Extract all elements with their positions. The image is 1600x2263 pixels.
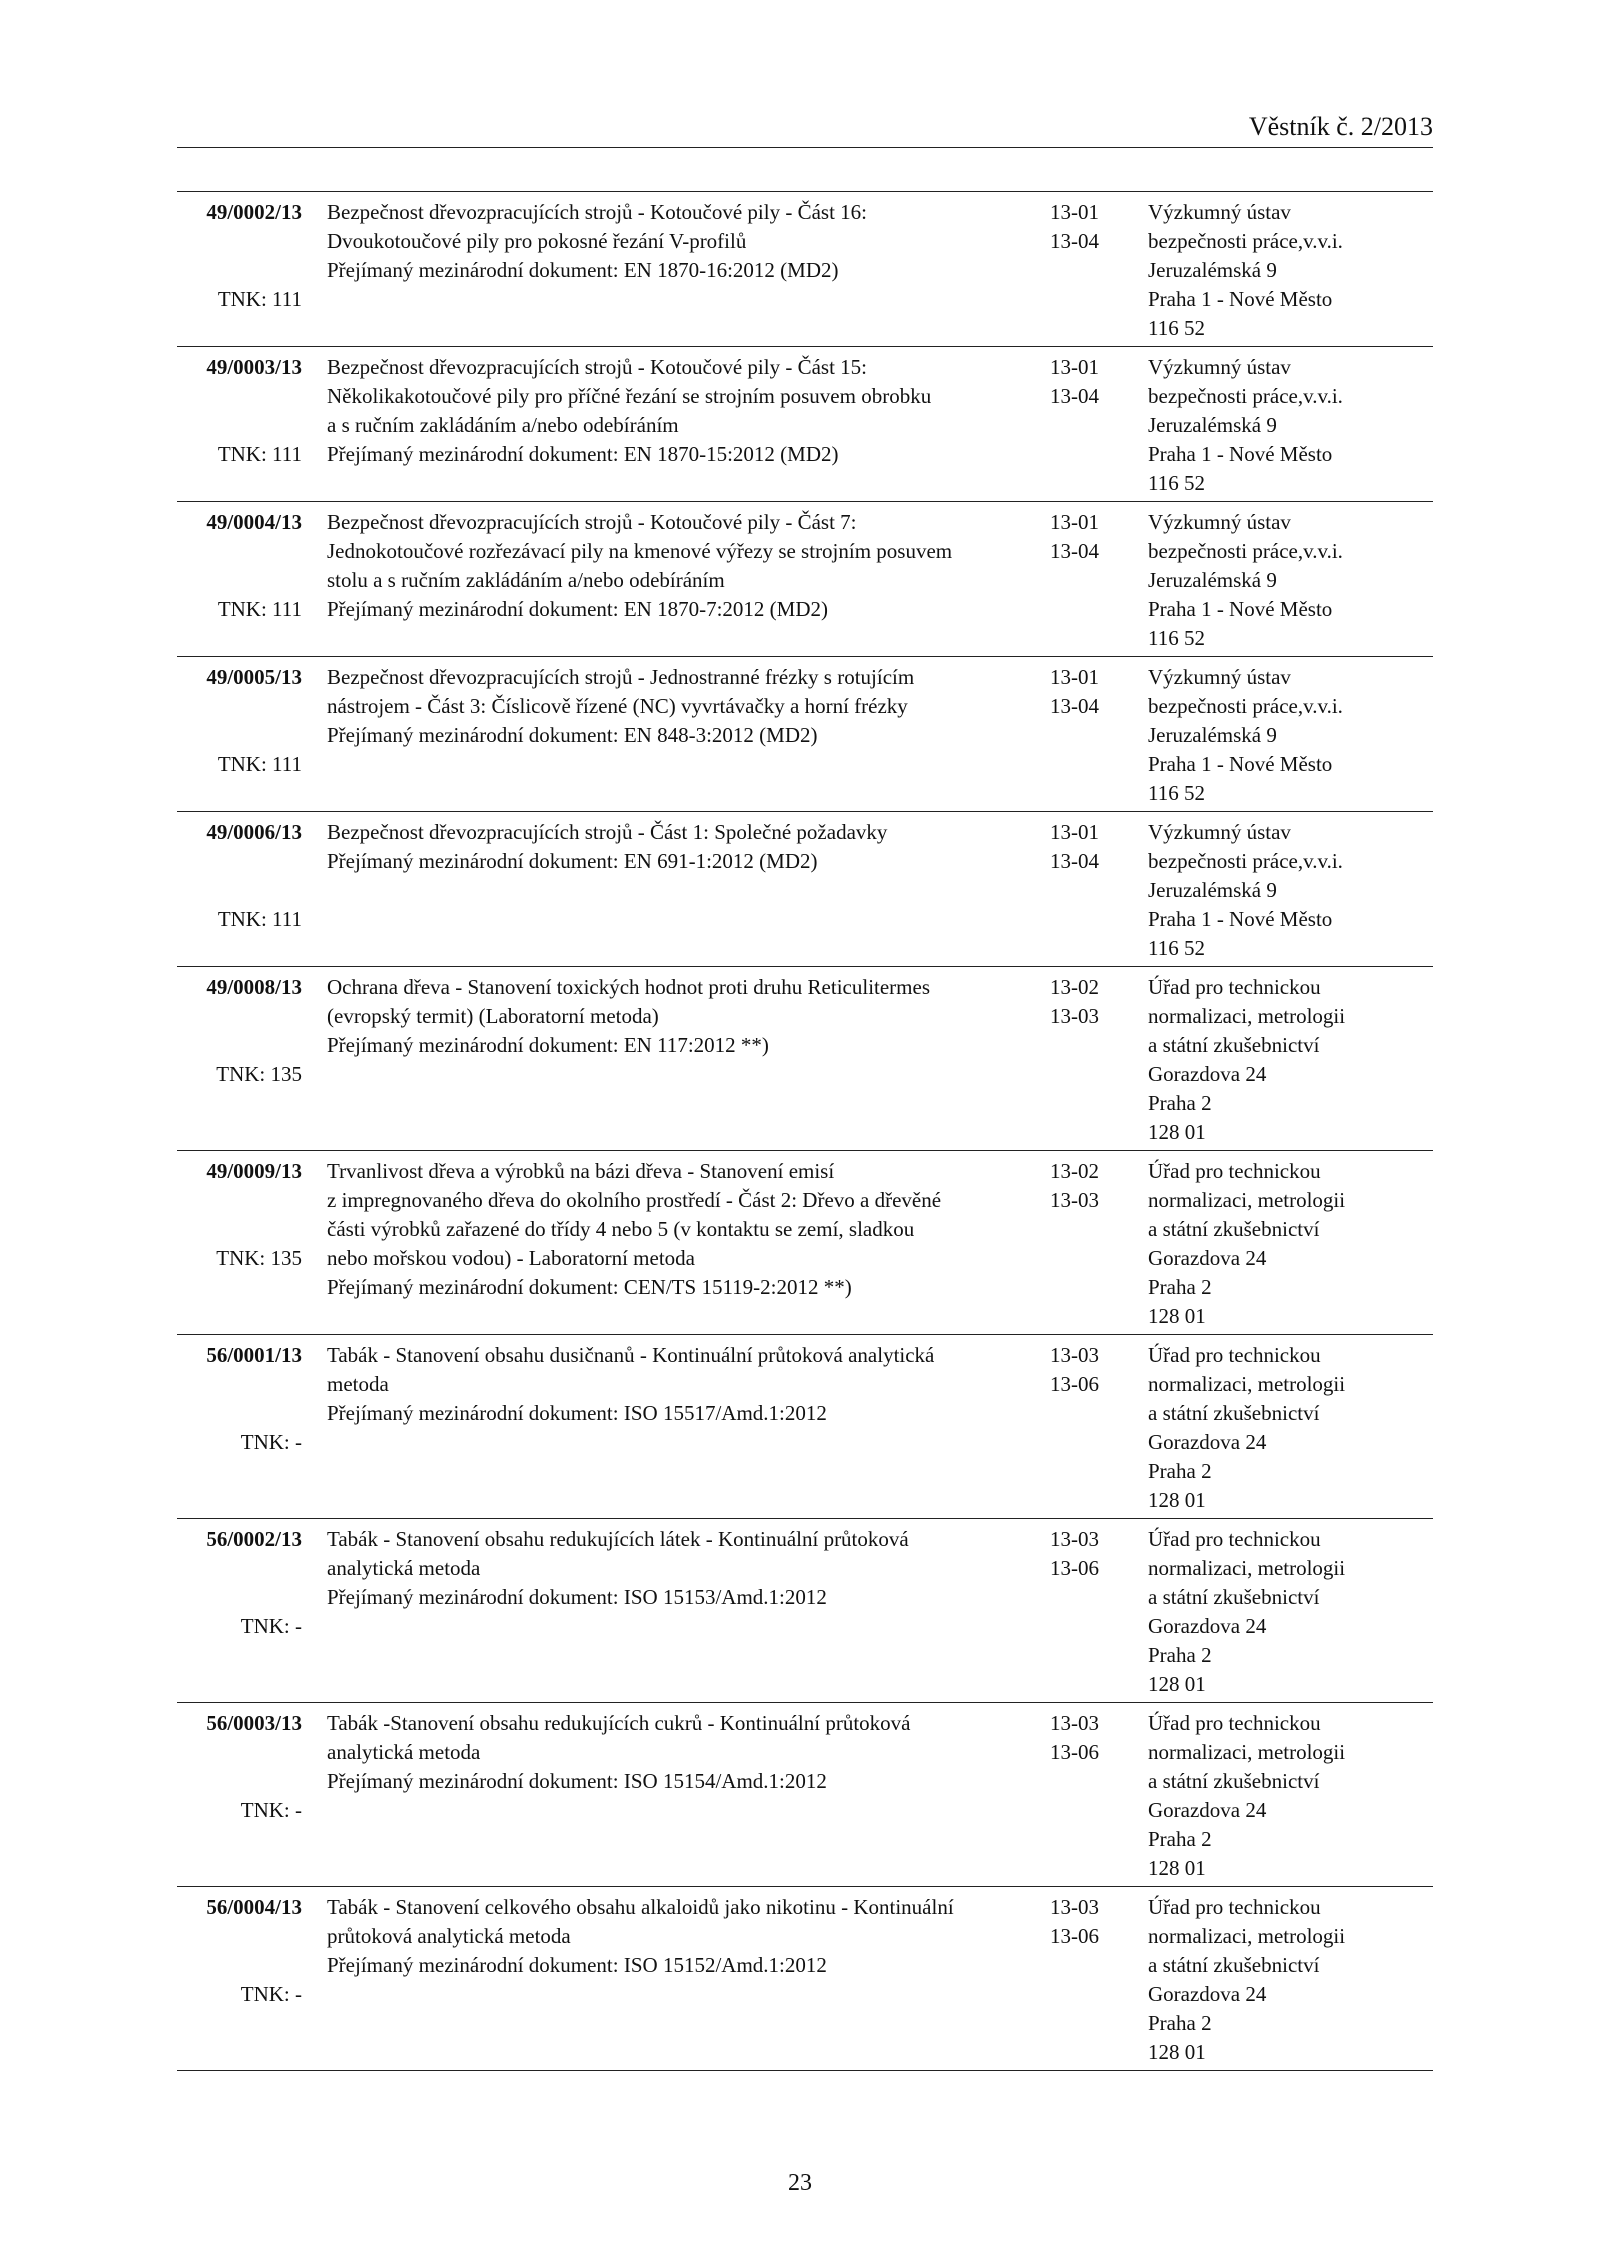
tnk-label: TNK: 135 <box>216 1062 302 1086</box>
entry-id-cell <box>177 198 306 343</box>
entry-codes-line: 13-06 <box>1050 1924 1099 1948</box>
entry-title-line: Přejímaný mezinárodní dokument: ISO 15517/Amd.1:2012 <box>327 1401 827 1425</box>
entry-address-line: Výzkumný ústav <box>1148 820 1291 844</box>
tnk-label: TNK: 111 <box>217 442 302 466</box>
entry-address-line: a státní zkušebnictví <box>1148 1217 1320 1241</box>
entry-codes <box>1020 1157 1134 1331</box>
entry-address-line: Praha 2 <box>1148 1827 1212 1851</box>
entry-address-line: Praha 1 - Nové Město <box>1148 597 1333 621</box>
header-rule <box>177 147 1433 148</box>
entry-codes-line: 13-03 <box>1050 1895 1099 1919</box>
entry-title-line: Přejímaný mezinárodní dokument: EN 691-1:2012 (MD2) <box>327 849 818 873</box>
entry-address-line: Gorazdova 24 <box>1148 1062 1267 1086</box>
entry-address-line: 116 52 <box>1148 471 1205 495</box>
entry-address-line: Úřad pro technickou <box>1148 1343 1321 1367</box>
entry-address-line: Gorazdova 24 <box>1148 1614 1267 1638</box>
entry-address <box>1134 1893 1433 2067</box>
entry-address-line: Jeruzalémská 9 <box>1148 413 1277 437</box>
standard-entry <box>177 191 1433 346</box>
entry-codes-line: 13-03 <box>1050 1711 1099 1735</box>
entry-title-line: průtoková analytická metoda <box>327 1924 571 1948</box>
entry-title <box>306 1341 1020 1515</box>
entry-address <box>1134 973 1433 1147</box>
entry-title-line: a s ručním zakládáním a/nebo odebíráním <box>327 413 679 437</box>
entry-title-line: Přejímaný mezinárodní dokument: EN 848-3:2012 (MD2) <box>327 723 818 747</box>
entry-codes-line: 13-04 <box>1050 539 1099 563</box>
entry-title-line: Ochrana dřeva - Stanovení toxických hodnot proti druhu Reticulitermes <box>327 975 931 999</box>
entry-title-line: Tabák - Stanovení obsahu redukujících látek - Kontinuální průtoková <box>327 1527 909 1551</box>
entry-title-line: Přejímaný mezinárodní dokument: EN 117:2012 **) <box>327 1033 769 1057</box>
entry-address-line: Výzkumný ústav <box>1148 200 1291 224</box>
entry-title-line: Přejímaný mezinárodní dokument: EN 1870-7:2012 (MD2) <box>327 597 828 621</box>
entry-title-line: Několikakotoučové pily pro příčné řezání se strojním posuvem obrobku <box>327 384 932 408</box>
entry-address <box>1134 198 1433 343</box>
entry-title-line: z impregnovaného dřeva do okolního prostředí - Část 2: Dřevo a dřevěné <box>327 1188 942 1212</box>
entry-title <box>306 1893 1020 2067</box>
entry-address <box>1134 1157 1433 1331</box>
entry-codes-line: 13-06 <box>1050 1556 1099 1580</box>
entry-codes <box>1020 1525 1134 1699</box>
entry-codes-line: 13-04 <box>1050 229 1099 253</box>
entry-address-line: 128 01 <box>1148 1120 1206 1144</box>
entry-address <box>1134 1341 1433 1515</box>
standard-entry <box>177 501 1433 656</box>
entry-title-line: Bezpečnost dřevozpracujících strojů - Část 1: Společné požadavky <box>327 820 888 844</box>
entry-title-line: analytická metoda <box>327 1740 481 1764</box>
entry-address <box>1134 353 1433 498</box>
entry-codes <box>1020 973 1134 1147</box>
entry-title <box>306 818 1020 963</box>
entry-number: 49/0008/13 <box>206 975 302 999</box>
tnk-label: TNK: 111 <box>217 287 302 311</box>
entry-address-line: Úřad pro technickou <box>1148 1711 1321 1735</box>
entry-address-line: Úřad pro technickou <box>1148 1159 1321 1183</box>
entry-title <box>306 353 1020 498</box>
entry-id-cell <box>177 1709 306 1883</box>
entry-codes-line: 13-03 <box>1050 1343 1099 1367</box>
entry-title-line: nástrojem - Část 3: Číslicově řízené (NC) vyvrtávačky a horní frézky <box>327 694 908 718</box>
entry-codes <box>1020 1893 1134 2067</box>
entry-codes-line: 13-03 <box>1050 1004 1099 1028</box>
entry-codes-line: 13-03 <box>1050 1188 1099 1212</box>
entry-address-line: normalizaci, metrologii <box>1148 1004 1346 1028</box>
page-header-title: Věstník č. 2/2013 <box>1248 112 1433 141</box>
entry-codes <box>1020 508 1134 653</box>
entry-address-line: Praha 2 <box>1148 1275 1212 1299</box>
entry-number: 49/0005/13 <box>206 665 302 689</box>
entry-address-line: a státní zkušebnictví <box>1148 1585 1320 1609</box>
entry-title <box>306 508 1020 653</box>
entry-address-line: a státní zkušebnictví <box>1148 1769 1320 1793</box>
entry-address-line: Praha 2 <box>1148 1091 1212 1115</box>
tnk-label: TNK: 111 <box>217 752 302 776</box>
entry-address-line: Praha 1 - Nové Město <box>1148 907 1333 931</box>
entry-number: 49/0006/13 <box>206 820 302 844</box>
entry-address-line: bezpečnosti práce,v.v.i. <box>1148 384 1343 408</box>
entry-address-line: 128 01 <box>1148 1856 1206 1880</box>
entry-address-line: 116 52 <box>1148 781 1205 805</box>
entry-codes <box>1020 1341 1134 1515</box>
entry-title-line: Dvoukotoučové pily pro pokosné řezání V-profilů <box>327 229 747 253</box>
entry-title <box>306 973 1020 1147</box>
entry-address <box>1134 663 1433 808</box>
entry-address <box>1134 818 1433 963</box>
entry-title-line: stolu a s ručním zakládáním a/nebo odebíráním <box>327 568 725 592</box>
entry-title <box>306 663 1020 808</box>
entry-address-line: bezpečnosti práce,v.v.i. <box>1148 539 1343 563</box>
entry-title-line: Trvanlivost dřeva a výrobků na bázi dřeva - Stanovení emisí <box>327 1159 835 1183</box>
entry-number: 56/0001/13 <box>206 1343 302 1367</box>
entry-title-line: nebo mořskou vodou) - Laboratorní metoda <box>327 1246 695 1270</box>
standards-list <box>177 191 1433 2071</box>
entry-codes-line: 13-01 <box>1050 510 1099 534</box>
page-number: 23 <box>788 2170 812 2196</box>
entry-address-line: Gorazdova 24 <box>1148 1982 1267 2006</box>
standard-entry <box>177 656 1433 811</box>
entry-address-line: normalizaci, metrologii <box>1148 1740 1346 1764</box>
entry-address-line: normalizaci, metrologii <box>1148 1556 1346 1580</box>
tnk-label: TNK: 111 <box>217 597 302 621</box>
entry-id-cell <box>177 1157 306 1331</box>
entry-codes <box>1020 353 1134 498</box>
entry-title-line: (evropský termit) (Laboratorní metoda) <box>327 1004 659 1028</box>
entry-number: 49/0009/13 <box>206 1159 302 1183</box>
tnk-label: TNK: - <box>240 1982 302 2006</box>
entry-codes-line: 13-01 <box>1050 200 1099 224</box>
entry-codes-line: 13-01 <box>1050 665 1099 689</box>
entry-id-cell <box>177 1893 306 2067</box>
entry-address <box>1134 508 1433 653</box>
tnk-label: TNK: 111 <box>217 907 302 931</box>
entry-codes-line: 13-06 <box>1050 1372 1099 1396</box>
entry-title <box>306 1525 1020 1699</box>
entry-title-line: Přejímaný mezinárodní dokument: EN 1870-16:2012 (MD2) <box>327 258 839 282</box>
entry-address-line: 128 01 <box>1148 1672 1206 1696</box>
entry-address-line: Jeruzalémská 9 <box>1148 723 1277 747</box>
entry-address-line: 128 01 <box>1148 2040 1206 2064</box>
entry-address-line: Praha 2 <box>1148 2011 1212 2035</box>
entry-title-line: Jednokotoučové rozřezávací pily na kmenové výřezy se strojním posuvem <box>327 539 953 563</box>
entry-title-line: analytická metoda <box>327 1556 481 1580</box>
entry-title-line: Tabák - Stanovení obsahu dusičnanů - Kontinuální průtoková analytická <box>327 1343 935 1367</box>
entry-id-cell <box>177 353 306 498</box>
entry-codes <box>1020 818 1134 963</box>
entry-title-line: Bezpečnost dřevozpracujících strojů - Kotoučové pily - Část 7: <box>327 510 857 534</box>
standard-entry <box>177 811 1433 966</box>
entry-address-line: Úřad pro technickou <box>1148 1527 1321 1551</box>
entry-address-line: 128 01 <box>1148 1488 1206 1512</box>
entry-number: 49/0003/13 <box>206 355 302 379</box>
entry-address-line: Výzkumný ústav <box>1148 355 1291 379</box>
entry-address-line: 116 52 <box>1148 936 1205 960</box>
tnk-label: TNK: 135 <box>216 1246 302 1270</box>
standard-entry <box>177 1334 1433 1518</box>
entry-address-line: Úřad pro technickou <box>1148 975 1321 999</box>
entry-number: 56/0002/13 <box>206 1527 302 1551</box>
entry-title <box>306 1157 1020 1331</box>
entry-id-cell <box>177 973 306 1147</box>
entry-number: 49/0004/13 <box>206 510 302 534</box>
entry-address <box>1134 1709 1433 1883</box>
entry-address-line: Jeruzalémská 9 <box>1148 878 1277 902</box>
entry-id-cell <box>177 1525 306 1699</box>
entry-number: 49/0002/13 <box>206 200 302 224</box>
tnk-label: TNK: - <box>240 1430 302 1454</box>
entry-id-cell <box>177 818 306 963</box>
entry-address-line: 128 01 <box>1148 1304 1206 1328</box>
standard-entry <box>177 346 1433 501</box>
tnk-label: TNK: - <box>240 1614 302 1638</box>
entry-address-line: a státní zkušebnictví <box>1148 1401 1320 1425</box>
entry-codes <box>1020 1709 1134 1883</box>
entry-codes-line: 13-01 <box>1050 820 1099 844</box>
entry-address-line: bezpečnosti práce,v.v.i. <box>1148 694 1343 718</box>
entry-title-line: části výrobků zařazené do třídy 4 nebo 5 (v kontaktu se zemí, sladkou <box>327 1217 915 1241</box>
entry-title-line: Přejímaný mezinárodní dokument: ISO 15154/Amd.1:2012 <box>327 1769 827 1793</box>
entry-title-line: Tabák -Stanovení obsahu redukujících cukrů - Kontinuální průtoková <box>327 1711 911 1735</box>
entry-address-line: a státní zkušebnictví <box>1148 1953 1320 1977</box>
entry-address-line: Jeruzalémská 9 <box>1148 258 1277 282</box>
entry-codes <box>1020 663 1134 808</box>
entry-codes <box>1020 198 1134 343</box>
entry-number: 56/0004/13 <box>206 1895 302 1919</box>
entry-address-line: bezpečnosti práce,v.v.i. <box>1148 229 1343 253</box>
entry-title-line: Přejímaný mezinárodní dokument: ISO 15152/Amd.1:2012 <box>327 1953 827 1977</box>
standard-entry <box>177 966 1433 1150</box>
entry-address-line: Praha 1 - Nové Město <box>1148 442 1333 466</box>
entry-address-line: Gorazdova 24 <box>1148 1246 1267 1270</box>
entry-codes-line: 13-01 <box>1050 355 1099 379</box>
standard-entry <box>177 1886 1433 2071</box>
entry-title <box>306 1709 1020 1883</box>
entry-title <box>306 198 1020 343</box>
entry-address-line: normalizaci, metrologii <box>1148 1372 1346 1396</box>
entry-address-line: Gorazdova 24 <box>1148 1430 1267 1454</box>
standard-entry <box>177 1150 1433 1334</box>
entry-address <box>1134 1525 1433 1699</box>
entry-address-line: normalizaci, metrologii <box>1148 1188 1346 1212</box>
entry-codes-line: 13-04 <box>1050 384 1099 408</box>
entry-address-line: bezpečnosti práce,v.v.i. <box>1148 849 1343 873</box>
entry-address-line: Jeruzalémská 9 <box>1148 568 1277 592</box>
entry-title-line: Přejímaný mezinárodní dokument: EN 1870-15:2012 (MD2) <box>327 442 839 466</box>
entry-title-line: metoda <box>327 1372 389 1396</box>
entry-address-line: Praha 1 - Nové Město <box>1148 287 1333 311</box>
entry-codes-line: 13-02 <box>1050 1159 1099 1183</box>
entry-address-line: Praha 2 <box>1148 1643 1212 1667</box>
tnk-label: TNK: - <box>240 1798 302 1822</box>
standard-entry <box>177 1518 1433 1702</box>
entry-address-line: normalizaci, metrologii <box>1148 1924 1346 1948</box>
entry-title-line: Bezpečnost dřevozpracujících strojů - Kotoučové pily - Část 15: <box>327 355 868 379</box>
entry-id-cell <box>177 1341 306 1515</box>
entry-title-line: Přejímaný mezinárodní dokument: ISO 15153/Amd.1:2012 <box>327 1585 827 1609</box>
entry-codes-line: 13-02 <box>1050 975 1099 999</box>
entry-address-line: Výzkumný ústav <box>1148 665 1291 689</box>
entry-codes-line: 13-04 <box>1050 694 1099 718</box>
entry-id-cell <box>177 663 306 808</box>
entry-address-line: a státní zkušebnictví <box>1148 1033 1320 1057</box>
entry-address-line: Praha 1 - Nové Město <box>1148 752 1333 776</box>
entry-number: 56/0003/13 <box>206 1711 302 1735</box>
entry-codes-line: 13-04 <box>1050 849 1099 873</box>
entry-address-line: Gorazdova 24 <box>1148 1798 1267 1822</box>
entry-address-line: Výzkumný ústav <box>1148 510 1291 534</box>
standard-entry <box>177 1702 1433 1886</box>
entry-title-line: Tabák - Stanovení celkového obsahu alkaloidů jako nikotinu - Kontinuální <box>327 1895 954 1919</box>
entry-address-line: 116 52 <box>1148 626 1205 650</box>
entry-codes-line: 13-06 <box>1050 1740 1099 1764</box>
entry-codes-line: 13-03 <box>1050 1527 1099 1551</box>
entry-address-line: Praha 2 <box>1148 1459 1212 1483</box>
entry-id-cell <box>177 508 306 653</box>
entry-address-line: 116 52 <box>1148 316 1205 340</box>
entry-address-line: Úřad pro technickou <box>1148 1895 1321 1919</box>
entry-title-line: Bezpečnost dřevozpracujících strojů - Kotoučové pily - Část 16: <box>327 200 868 224</box>
entry-title-line: Přejímaný mezinárodní dokument: CEN/TS 15119-2:2012 **) <box>327 1275 852 1299</box>
entry-title-line: Bezpečnost dřevozpracujících strojů - Jednostranné frézky s rotujícím <box>327 665 915 689</box>
